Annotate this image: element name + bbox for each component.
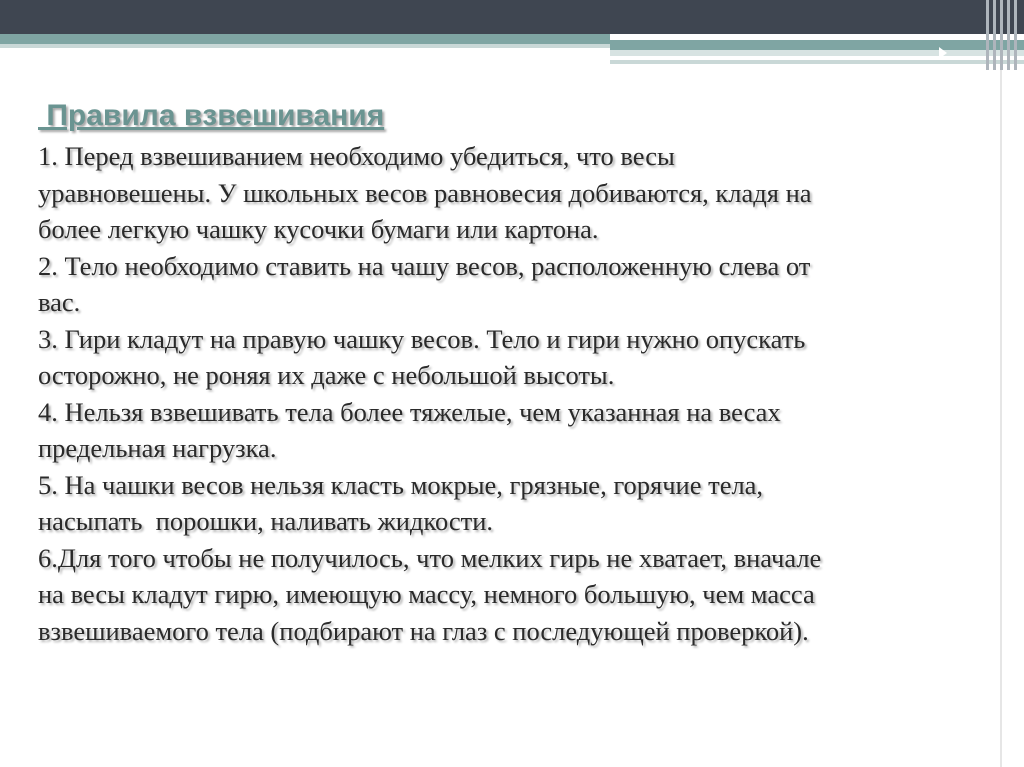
slide-content bbox=[38, 94, 978, 649]
rule-line: вас. bbox=[38, 287, 81, 317]
arrow-right-icon bbox=[939, 47, 947, 59]
header-band-teal-right bbox=[610, 40, 1024, 50]
stripe bbox=[993, 0, 996, 70]
rule-line: 1. Перед взвешиванием необходимо убедиться, что весы bbox=[38, 141, 675, 171]
rule-line: 4. Нельзя взвешивать тела более тяжелые, чем указанная на весах bbox=[38, 396, 781, 427]
rule-line: 6.Для того чтобы не получилось, что мелких гирь не хватает, вначале bbox=[38, 542, 822, 573]
stripe bbox=[1014, 0, 1017, 70]
header-stripes bbox=[984, 0, 1024, 70]
rule-line: на весы кладут гирю, имеющую массу, немного большую, чем масса bbox=[38, 579, 815, 609]
rule-line: взвешиваемого тела (подбирают на глаз с последующей проверкой). bbox=[38, 615, 809, 646]
rule-line: 5. На чашки весов нельзя класть мокрые, грязные, горячие тела, bbox=[38, 469, 764, 500]
stripe bbox=[1007, 0, 1010, 70]
header-band-thin-right bbox=[610, 60, 1024, 64]
header-band-light-left bbox=[0, 44, 610, 48]
header-band-teal-left bbox=[0, 34, 610, 44]
rule-line: более легкую чашку кусочки бумаги или картона. bbox=[38, 214, 599, 244]
right-edge-line bbox=[1000, 70, 1002, 767]
stripe bbox=[986, 0, 989, 70]
slide-title: Правила взвешивания bbox=[38, 99, 385, 132]
rule-line: уравновешены. У школьных весов равновесия добиваются, кладя на bbox=[38, 177, 812, 208]
header-band-light-right bbox=[610, 50, 1024, 56]
header-band-dark bbox=[0, 0, 1024, 34]
rules-list bbox=[38, 138, 978, 649]
rule-line: осторожно, не роняя их даже с небольшой высоты. bbox=[38, 360, 615, 390]
rule-line: насыпать порошки, наливать жидкости. bbox=[38, 506, 494, 536]
rule-line: 3. Гири кладут на правую чашку весов. Тело и гири нужно опускать bbox=[38, 323, 806, 354]
rule-line: предельная нагрузка. bbox=[38, 433, 277, 463]
rule-line: 2. Тело необходимо ставить на чашу весов, расположенную слева от bbox=[38, 250, 811, 281]
stripe bbox=[1000, 0, 1003, 70]
